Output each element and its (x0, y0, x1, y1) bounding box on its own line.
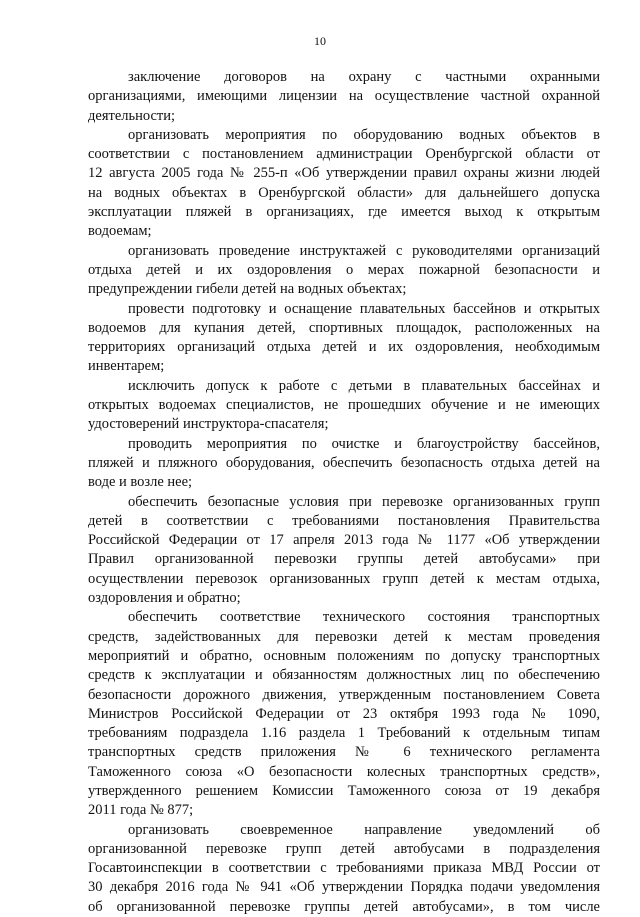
text-line: 30 декабря 2016 года № 941 «Об утверждении Порядка подачи уведомления (88, 879, 600, 896)
text-line: 12 августа 2005 года № 255-п «Об утверждении правил охраны жизни людей (88, 165, 600, 182)
text-line: воде и возле нее; (88, 474, 193, 491)
paragraph-first-line: обеспечить соответствие технического состояния транспортных (128, 609, 600, 626)
text-line: водоемам; (88, 223, 152, 240)
text-line: средств, задействованных для перевозки детей к местам проведения (88, 628, 600, 645)
text-line: детей в соответствии с требованиями постановления Правительства (88, 512, 600, 529)
text-line: транспортных средств приложения № 6 технического регламента (88, 744, 600, 761)
text-line: Госавтоинспекции в соответствии с требованиями приказа МВД России от (88, 860, 600, 877)
text-line: эксплуатации пляжей в организациях, где имеется выход к открытым (88, 204, 600, 221)
text-line: на водных объектах в Оренбургской области» для дальнейшего допуска (88, 184, 600, 201)
text-line: Российской Федерации от 17 апреля 2013 года № 1177 «Об утверждении (88, 532, 600, 549)
text-line: 2011 года № 877; (88, 802, 194, 819)
text-line: осуществлении перевозок организованных групп детей к местам отдыха, (88, 570, 600, 587)
text-line: безопасности дорожного движения, утвержденным постановлением Совета (88, 686, 600, 703)
text-line: удостоверений инструктора-спасателя; (88, 416, 329, 433)
paragraph-first-line: заключение договоров на охрану с частными охранными (128, 69, 600, 85)
text-line: утвержденного решением Комиссии Таможенного союза от 19 декабря (88, 782, 600, 799)
text-line: инвентарем; (88, 358, 165, 375)
page-number: 10 (314, 34, 326, 48)
text-line: территориях организаций отдыха детей и их оздоровления, необходимым (88, 339, 600, 356)
paragraph-first-line: исключить допуск к работе с детьми в плавательных бассейнах и (128, 377, 600, 394)
text-line: открытых водоемах специалистов, не прошедших обучение и не имеющих (88, 397, 600, 414)
paragraph-first-line: организовать своевременное направление уведомлений об (128, 821, 600, 838)
text-line: Правил организованной перевозки группы детей автобусами» при (88, 551, 600, 568)
text-line: мероприятий и обратно, основным положениям по допуску транспортных (88, 647, 600, 664)
text-line: Таможенного союза «О безопасности колесных транспортных средств», (88, 763, 600, 780)
text-line: средств к эксплуатации и обязанностям должностных лиц по обеспечению (88, 667, 600, 684)
text-line: отдыха детей и их оздоровления о мерах пожарной безопасности и (88, 261, 600, 278)
paragraph-first-line: организовать проведение инструктажей с руководителями организаций (128, 242, 600, 259)
text-line: соответствии с постановлением администрации Оренбургской области от (88, 146, 600, 163)
text-line: организациями, имеющими лицензии на осуществление частной охранной (88, 88, 600, 105)
text-line: требованиям подраздела 1.16 раздела 1 Требований к отдельным типам (88, 725, 600, 742)
text-line: оздоровления и обратно; (88, 590, 241, 607)
text-line: Министров Российской Федерации от 23 октября 1993 года № 1090, (88, 705, 600, 722)
text-line: деятельности; (88, 107, 176, 124)
paragraph-first-line: обеспечить безопасные условия при перевозке организованных групп (128, 493, 600, 510)
text-line: пляжей и пляжного оборудования, обеспечить безопасность отдыха детей на (88, 454, 600, 471)
paragraph-first-line: провести подготовку и оснащение плавательных бассейнов и открытых (128, 300, 600, 317)
text-line: об организованной перевозке группы детей автобусами», в том числе (88, 898, 600, 915)
paragraph-first-line: организовать мероприятия по оборудованию водных объектов в (128, 126, 600, 143)
text-line: организованной перевозке групп детей автобусами в подразделения (88, 840, 600, 857)
document-body (88, 68, 600, 917)
text-line: водоемов для купания детей, спортивных площадок, расположенных на (88, 319, 600, 336)
text-line: предупреждении гибели детей на водных объектах; (88, 281, 407, 298)
paragraph-first-line: проводить мероприятия по очистке и благоустройству бассейнов, (128, 435, 600, 452)
